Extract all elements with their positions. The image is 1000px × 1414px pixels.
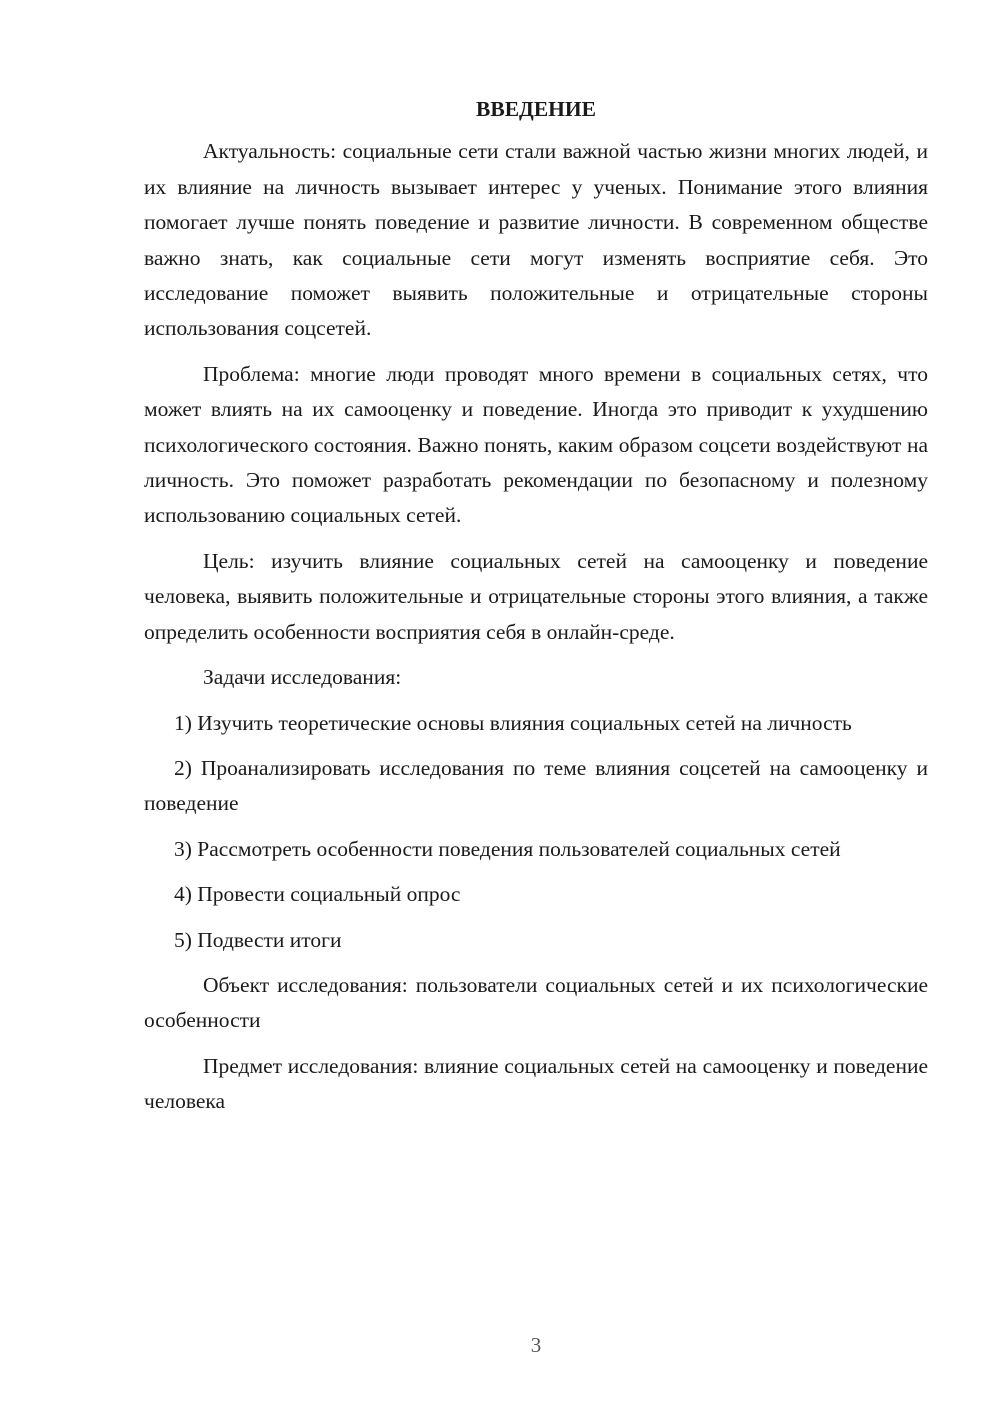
task-item-1: 1) Изучить теоретические основы влияния социальных сетей на личность (174, 710, 852, 735)
document-page (144, 92, 928, 1130)
task-item-3: 3) Рассмотреть особенности поведения пользователей социальных сетей (174, 836, 841, 861)
object-paragraph: Объект исследования: пользователи социальных сетей и их психологические особенности (144, 972, 928, 1033)
subject-paragraph: Предмет исследования: влияние социальных сетей на самооценку и поведение человека (144, 1053, 928, 1114)
task-item-5: 5) Подвести итоги (174, 927, 342, 952)
task-item-4: 4) Провести социальный опрос (174, 882, 461, 907)
tasks-heading: Задачи исследования: (203, 665, 402, 690)
goal-paragraph: Цель: изучить влияние социальных сетей на самооценку и поведение человека, выявить положительные и отрицательные стороны этого влияния, а также определить особенности восприятия себя в онлайн-среде. (144, 548, 928, 644)
problem-paragraph: Проблема: многие люди проводят много времени в социальных сетях, что может влиять на их самооценку и поведение. Иногда это приводит к ухудшению психологического состояния. Важно понять, каким образом соцсети воздействуют на личность. Это поможет разработать рекомендации по безопасному и полезному использованию социальных сетей. (144, 361, 928, 528)
task-item-2: 2) Проанализировать исследования по теме влияния соцсетей на самооценку и поведение (144, 755, 928, 816)
page-title: ВВЕДЕНИЕ (476, 97, 596, 121)
page-number: 3 (530, 1333, 542, 1357)
relevance-paragraph: Актуальность: социальные сети стали важной частью жизни многих людей, и их влияние на личность вызывает интерес у ученых. Понимание этого влияния помогает лучше понять поведение и развитие личности. В современном обществе важно знать, как социальные сети могут изменять восприятие себя. Это исследование поможет выявить положительные и отрицательные стороны использования соцсетей. (144, 139, 928, 341)
